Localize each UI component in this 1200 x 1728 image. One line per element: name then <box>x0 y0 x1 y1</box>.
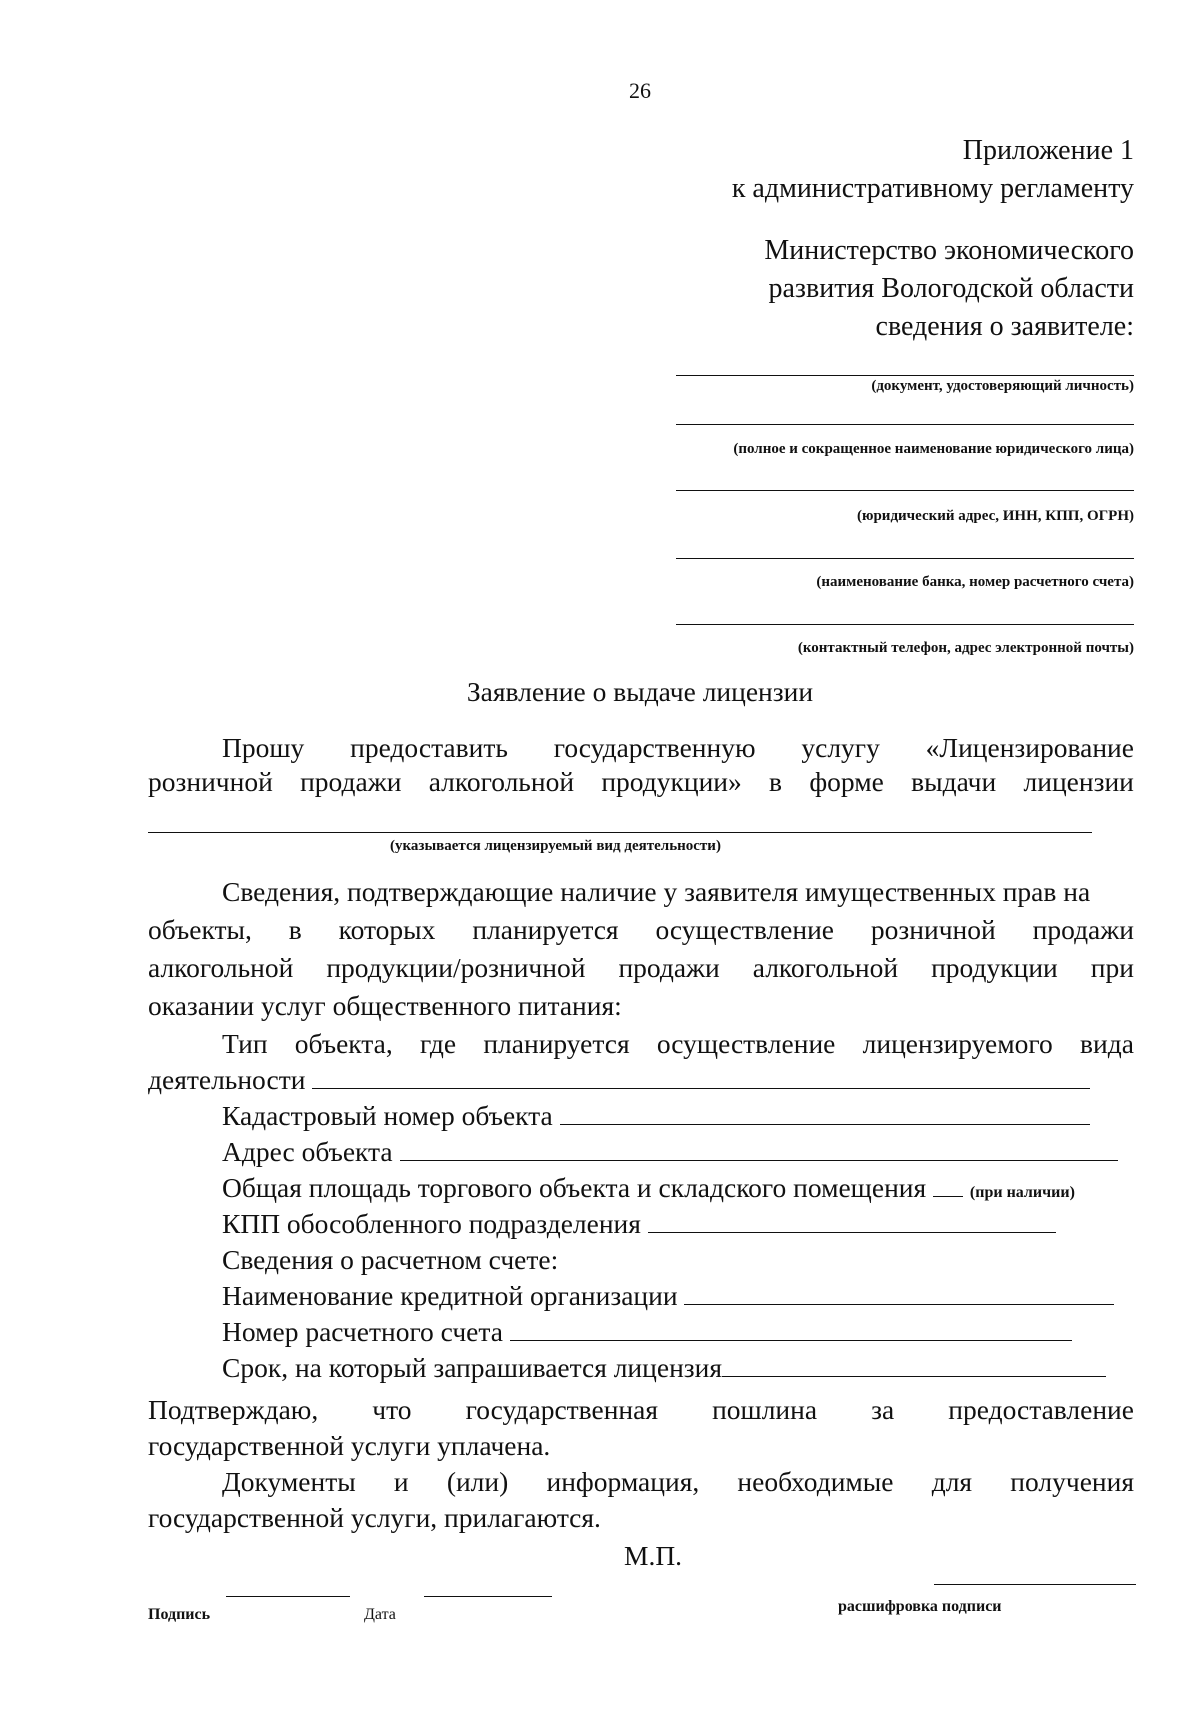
property-line-3 <box>148 952 1134 984</box>
account-info-label: Сведения о расчетном счете: <box>222 1244 559 1275</box>
word: информация, <box>546 1466 700 1497</box>
address-field[interactable] <box>400 1138 1118 1161</box>
word: «Лицензирование <box>925 732 1134 763</box>
word: розничной <box>870 914 996 945</box>
property-line-1: Сведения, подтверждающие наличие у заявителя имущественных прав на <box>222 876 1091 907</box>
license-term-field[interactable] <box>722 1354 1106 1377</box>
word: в <box>288 914 302 945</box>
applicant-field-line-4 <box>676 558 1134 559</box>
stamp-label: М.П. <box>624 1540 683 1571</box>
word: что <box>372 1394 412 1425</box>
applicant-field-line-1 <box>676 375 1134 376</box>
word: алкогольной <box>148 952 294 983</box>
appendix-title: Приложение 1 <box>962 135 1134 166</box>
request-line-2 <box>148 766 1134 798</box>
license-term-row <box>222 1352 1106 1384</box>
area-note: (при наличии) <box>969 1184 1075 1201</box>
field-label: Номер расчетного счета <box>222 1316 503 1347</box>
field-label: Общая площадь торгового объекта и складского помещения <box>222 1172 927 1203</box>
applicant-field-line-3 <box>676 490 1134 491</box>
word: услугу <box>801 732 880 763</box>
word: государственную <box>553 732 756 763</box>
word: вида <box>1080 1028 1134 1059</box>
word: продажи <box>300 766 402 797</box>
word: продукции» <box>601 766 742 797</box>
word: алкогольной <box>752 952 899 983</box>
word: продажи <box>618 952 720 983</box>
documents-line-1 <box>222 1466 1134 1498</box>
word: получения <box>1010 1466 1134 1497</box>
word: розничной <box>148 766 273 797</box>
field-label: КПП обособленного подразделения <box>222 1208 641 1239</box>
ministry-line-1: Министерство экономического <box>764 235 1134 266</box>
appendix-subtitle: к административному регламенту <box>731 173 1134 204</box>
word: продукции <box>931 952 1058 983</box>
word: государственная <box>465 1394 658 1425</box>
document-title: Заявление о выдаче лицензии <box>466 676 814 707</box>
ministry-line-2: развития Вологодской области <box>768 273 1134 304</box>
applicant-field-line-5 <box>676 624 1134 625</box>
word: Подтверждаю, <box>148 1394 319 1425</box>
applicant-info-label: сведения о заявителе: <box>875 311 1134 342</box>
word: планируется <box>483 1028 630 1059</box>
page-number: 26 <box>629 78 651 103</box>
word: форме <box>809 766 884 797</box>
word: объекта, <box>294 1028 393 1059</box>
property-line-2 <box>148 914 1134 946</box>
word: Документы <box>222 1466 356 1497</box>
address-row <box>222 1136 1118 1168</box>
word: пошлина <box>712 1394 818 1425</box>
documents-line-2: государственной услуги, прилагаются. <box>148 1502 601 1533</box>
field-label: Срок, на который запрашивается лицензия <box>222 1352 723 1383</box>
decoding-line[interactable] <box>934 1584 1136 1585</box>
word: предоставить <box>350 732 508 763</box>
object-type-line-2 <box>148 1064 1090 1096</box>
word: предоставление <box>948 1394 1134 1425</box>
field-label: Наименование кредитной организации <box>222 1280 678 1311</box>
date-line[interactable] <box>424 1596 552 1597</box>
bank-name-row <box>222 1280 1114 1312</box>
word: (или) <box>446 1466 509 1497</box>
word: где <box>419 1028 457 1059</box>
property-line-4: оказании услуг общественного питания: <box>148 990 622 1021</box>
word: которых <box>338 914 436 945</box>
word: необходимые <box>737 1466 894 1497</box>
cadastral-field[interactable] <box>560 1102 1090 1125</box>
area-field[interactable] <box>933 1174 963 1197</box>
word: объекты, <box>148 914 252 945</box>
applicant-field-caption-2: (полное и сокращенное наименование юридического лица) <box>733 441 1134 457</box>
field-label: Адрес объекта <box>222 1136 393 1167</box>
account-number-row <box>222 1316 1072 1348</box>
object-type-field[interactable] <box>312 1066 1090 1089</box>
field-label: деятельности <box>148 1064 306 1095</box>
word: и <box>393 1466 409 1497</box>
activity-caption: (указывается лицензируемый вид деятельности) <box>390 838 721 854</box>
field-label: Кадастровый номер объекта <box>222 1100 553 1131</box>
applicant-field-line-2 <box>676 424 1134 425</box>
request-line-1 <box>222 732 1134 764</box>
word: Прошу <box>222 732 305 763</box>
word: осуществление <box>656 1028 836 1059</box>
applicant-field-caption-1: (документ, удостоверяющий личность) <box>871 378 1134 394</box>
word: при <box>1090 952 1134 983</box>
bank-name-field[interactable] <box>684 1282 1114 1305</box>
word: за <box>871 1394 895 1425</box>
date-label: Дата <box>364 1606 396 1623</box>
applicant-field-caption-5: (контактный телефон, адрес электронной почты) <box>797 640 1134 656</box>
word: продажи <box>1032 914 1134 945</box>
area-row <box>222 1172 1075 1204</box>
word: выдачи <box>911 766 997 797</box>
word: осуществление <box>655 914 835 945</box>
confirm-line-1 <box>148 1394 1134 1426</box>
word: лицензируемого <box>862 1028 1053 1059</box>
object-type-line-1 <box>222 1028 1134 1060</box>
applicant-field-caption-3: (юридический адрес, ИНН, КПП, ОГРН) <box>857 508 1134 524</box>
kpp-row <box>222 1208 1056 1240</box>
word: планируется <box>472 914 619 945</box>
word: Тип <box>222 1028 268 1059</box>
signature-label: Подпись <box>148 1606 211 1623</box>
applicant-field-caption-4: (наименование банка, номер расчетного счета) <box>816 574 1134 590</box>
confirm-line-2: государственной услуги уплачена. <box>148 1430 551 1461</box>
word: в <box>769 766 783 797</box>
signature-line[interactable] <box>226 1596 350 1597</box>
word: лицензии <box>1023 766 1134 797</box>
word: алкогольной <box>428 766 575 797</box>
word: для <box>931 1466 973 1497</box>
account-number-field[interactable] <box>510 1318 1072 1341</box>
cadastral-row <box>222 1100 1090 1132</box>
activity-line <box>148 832 1092 833</box>
word: продукции/розничной <box>326 952 586 983</box>
kpp-field[interactable] <box>648 1210 1056 1233</box>
decoding-label: расшифровка подписи <box>838 1598 1002 1615</box>
